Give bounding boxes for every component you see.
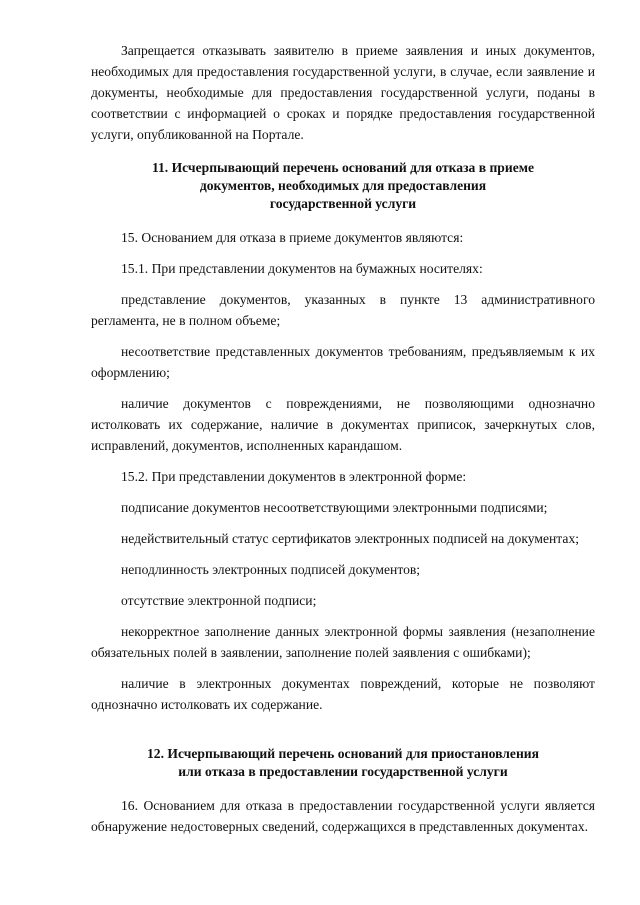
section-11-heading-line-1: 11. Исчерпывающий перечень оснований для отказа в приеме xyxy=(151,160,535,175)
paragraph-15: 15. Основанием для отказа в приеме документов являются: xyxy=(121,230,464,245)
electronic-item: недействительный статус сертификатов электронных подписей на документах; xyxy=(121,531,580,546)
section-11-heading-line-2: документов, необходимых для предоставления xyxy=(199,178,487,193)
paragraph-15-2: 15.2. При представлении документов в электронной форме: xyxy=(121,469,467,484)
paragraph-16: 16. Основанием для отказа в предоставлении государственной услуги является обнаружение недостоверных сведений, содержащихся в представленных документах. xyxy=(91,798,595,834)
section-11-heading-line-3: государственной услуги xyxy=(269,196,417,211)
electronic-item: некорректное заполнение данных электронной формы заявления (незаполнение обязательных полей в заявлении, заполнение полей заявления с ошибками); xyxy=(91,624,595,660)
section-12-heading-line-2: или отказа в предоставлении государственной услуги xyxy=(178,764,508,779)
section-12-heading-line-1: 12. Исчерпывающий перечень оснований для приостановления xyxy=(147,746,539,761)
electronic-item: подписание документов несоответствующими электронными подписями; xyxy=(121,500,548,515)
electronic-item: неподлинность электронных подписей документов; xyxy=(121,562,421,577)
section-11-heading xyxy=(91,159,595,213)
intro-paragraph: Запрещается отказывать заявителю в приеме заявления и иных документов, необходимых для предоставления государственной услуги, в случае, если заявление и документы, необходимые для предоставления государственной услуги, поданы в соответствии с информацией о сроках и порядке предоставления государственной услуги, опубликованной на Портале. xyxy=(91,43,595,142)
paper-item: наличие документов с повреждениями, не позволяющими однозначно истолковать их содержание, наличие в документах приписок, зачеркнутых слов, исправлений, документов, исполненных карандашом. xyxy=(91,396,595,453)
paper-item: представление документов, указанных в пункте 13 административного регламента, не в полном объеме; xyxy=(91,292,595,328)
section-12-heading xyxy=(91,745,595,781)
electronic-item: наличие в электронных документах повреждений, которые не позволяют однозначно истолковать их содержание. xyxy=(91,676,595,712)
paper-item: несоответствие представленных документов требованиям, предъявляемым к их оформлению; xyxy=(91,344,595,380)
electronic-item: отсутствие электронной подписи; xyxy=(121,593,317,608)
paragraph-15-1: 15.1. При представлении документов на бумажных носителях: xyxy=(121,261,483,276)
